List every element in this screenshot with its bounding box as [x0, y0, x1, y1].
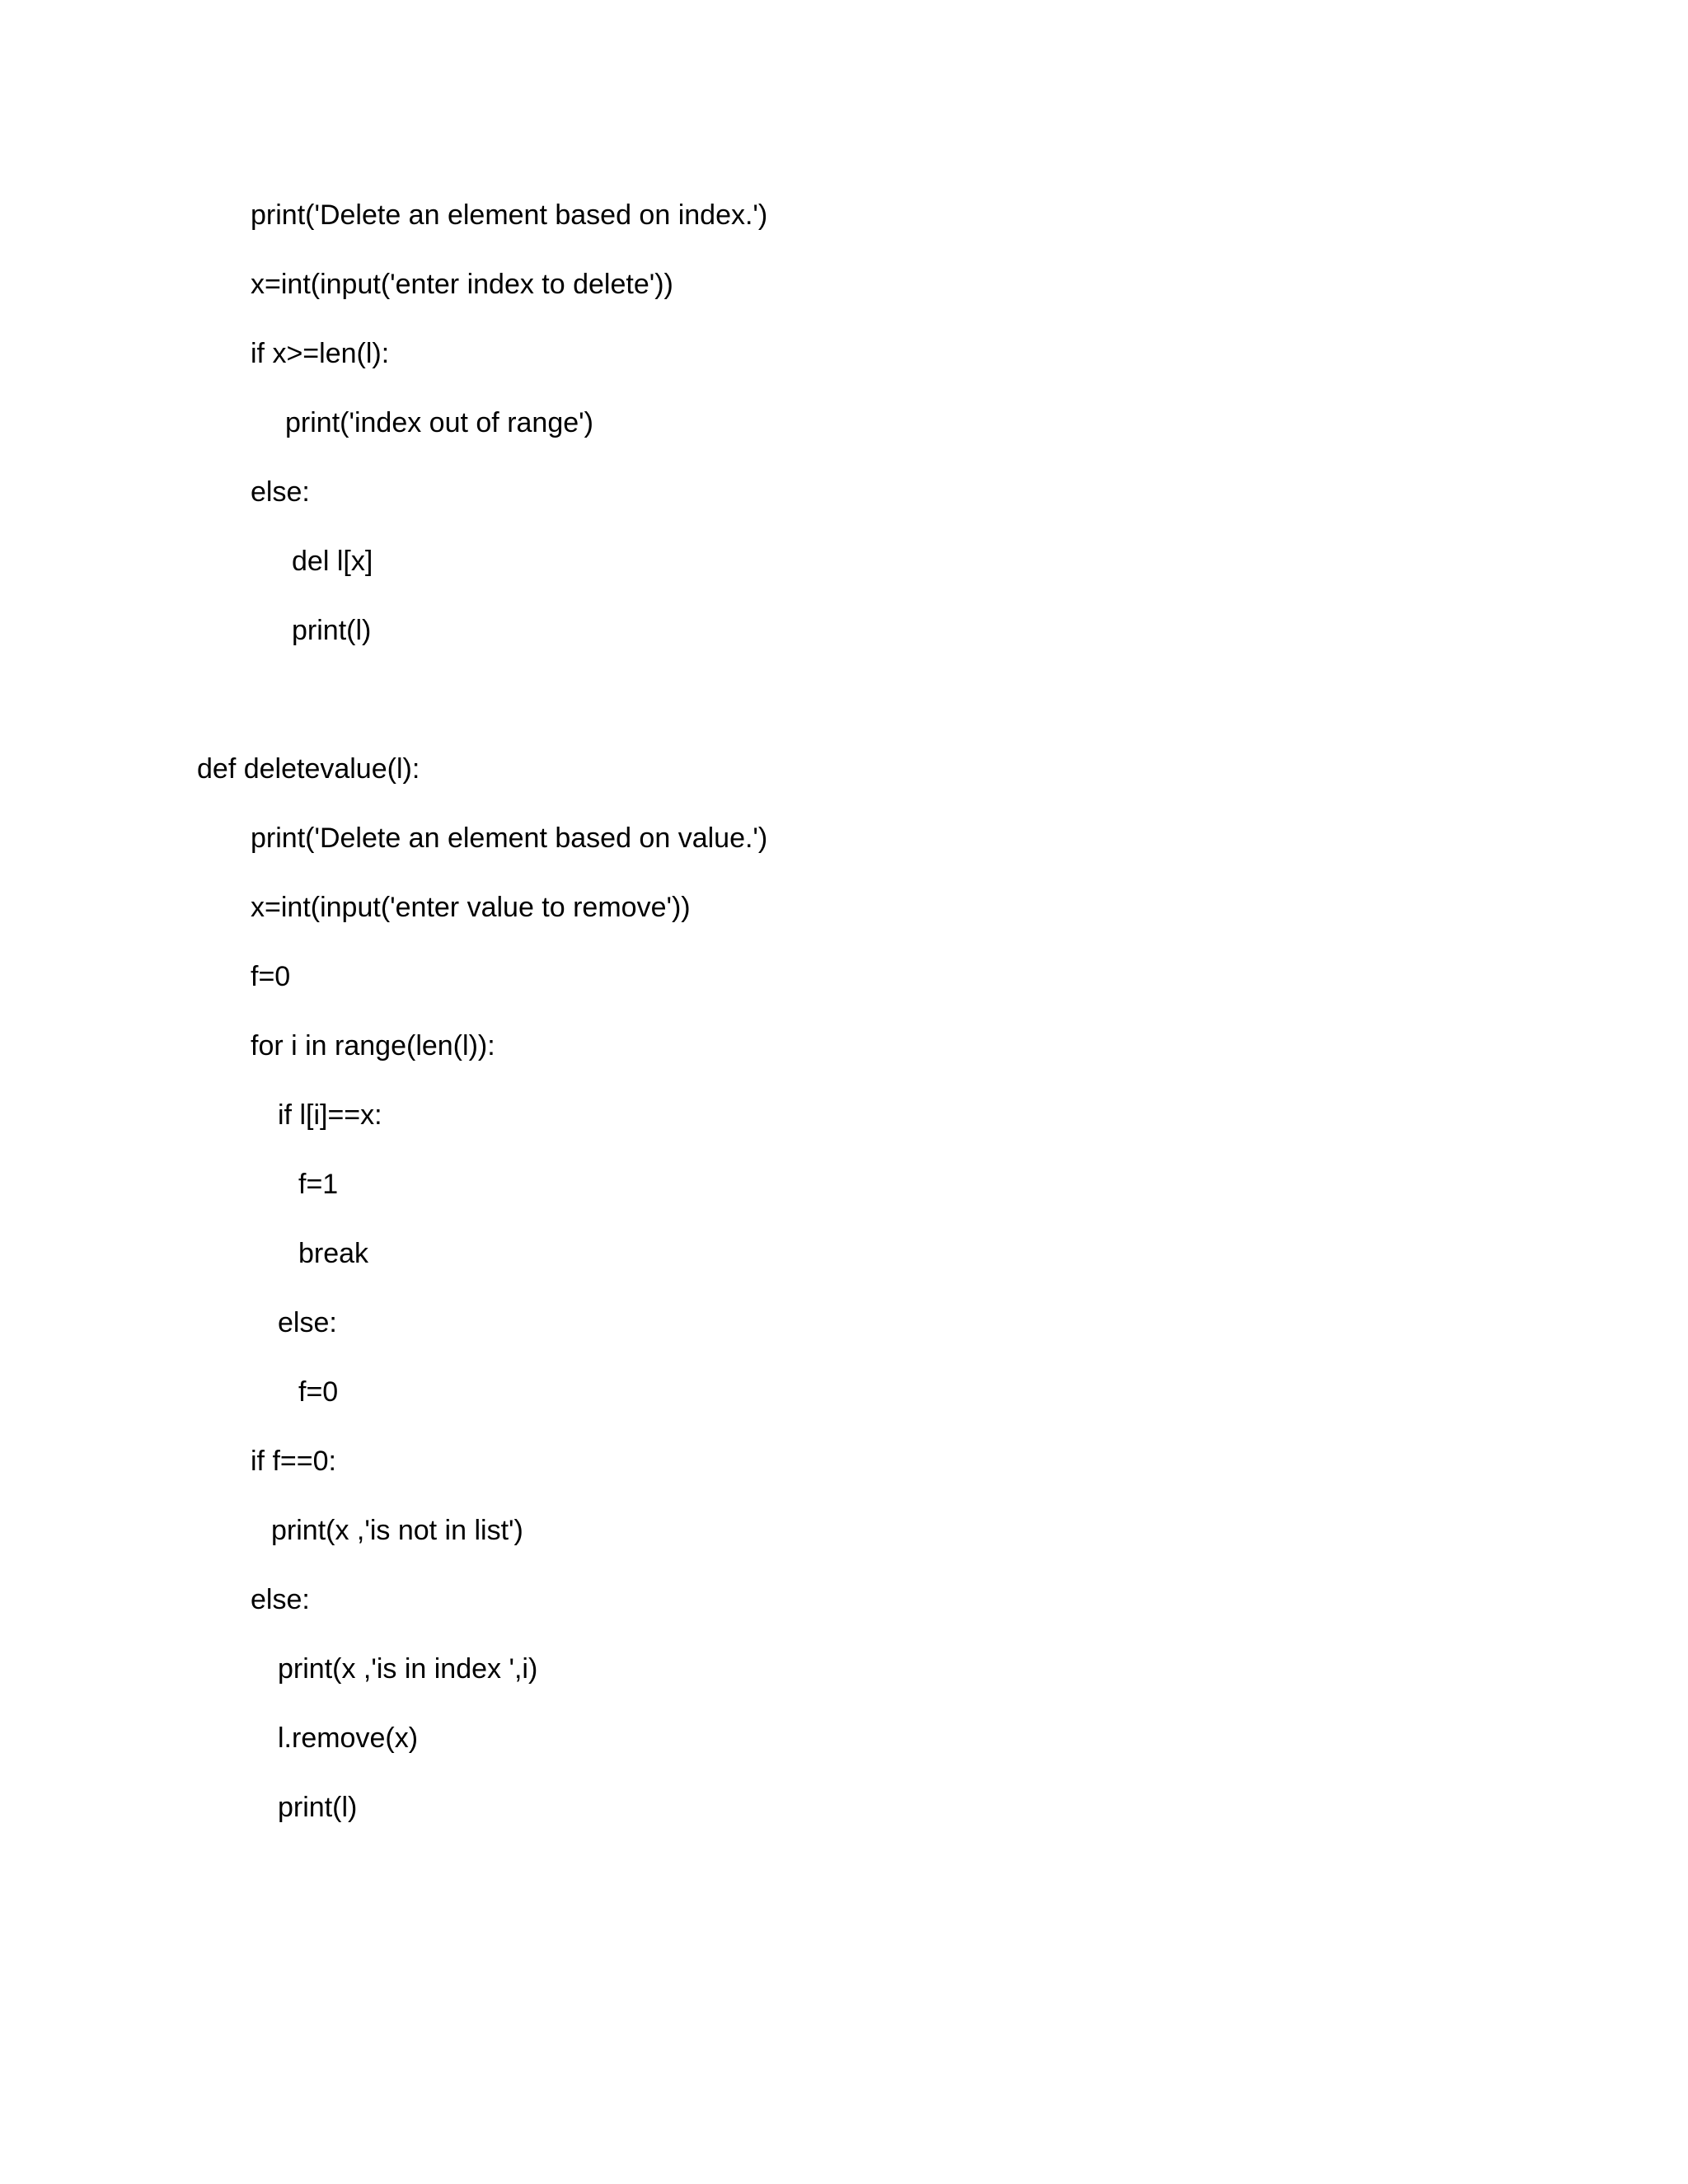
code-line: f=0	[298, 1376, 339, 1408]
code-line: del l[x]	[292, 546, 373, 577]
code-line: l.remove(x)	[278, 1722, 419, 1754]
code-line: print(l)	[292, 615, 372, 646]
code-line: f=1	[298, 1169, 339, 1200]
code-line: print('index out of range')	[285, 407, 593, 438]
code-line: print(l)	[278, 1792, 358, 1823]
code-line: if x>=len(l):	[251, 338, 390, 369]
code-line: if f==0:	[251, 1446, 336, 1477]
code-line: else:	[251, 1584, 310, 1615]
code-line: x=int(input('enter index to delete'))	[251, 269, 673, 300]
code-line: else:	[278, 1307, 337, 1338]
code-line: f=0	[251, 961, 291, 992]
code-line: for i in range(len(l)):	[251, 1030, 495, 1062]
code-line: print('Delete an element based on value.')	[251, 823, 768, 854]
code-line: print('Delete an element based on index.')	[251, 199, 768, 231]
code-line: print(x ,'is in index ',i)	[278, 1653, 538, 1685]
code-line: if l[i]==x:	[278, 1099, 382, 1131]
code-line: x=int(input('enter value to remove'))	[251, 892, 691, 923]
code-line: print(x ,'is not in list')	[271, 1515, 523, 1546]
code-line: break	[298, 1238, 369, 1269]
code-line: def deletevalue(l):	[197, 753, 420, 785]
code-line: else:	[251, 476, 310, 508]
